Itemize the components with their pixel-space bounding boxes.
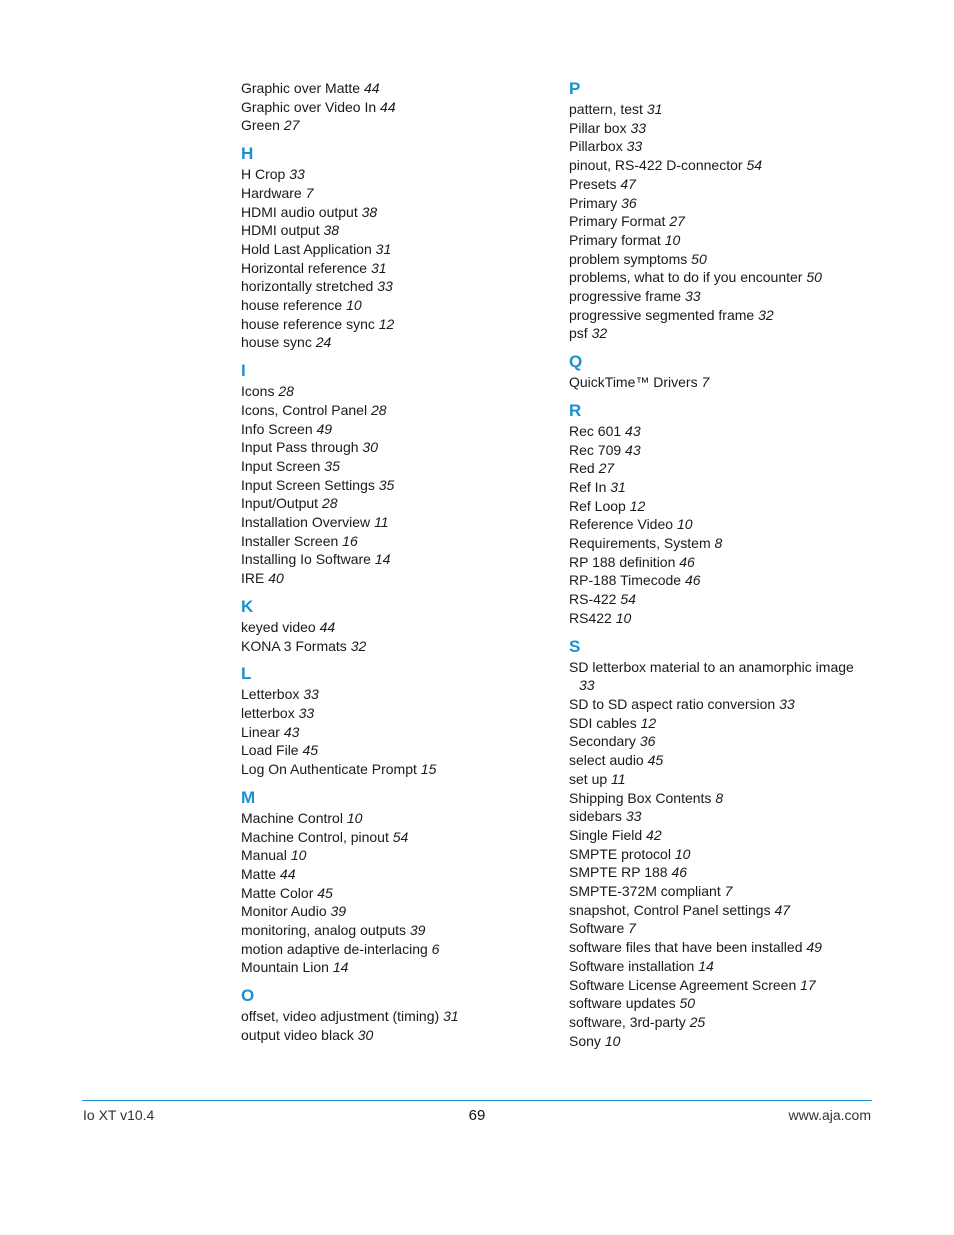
index-entry[interactable] <box>241 494 561 513</box>
index-term: Pillarbox <box>569 138 623 155</box>
footer-website[interactable]: www.aja.com <box>788 1107 871 1123</box>
index-letter-heading: K <box>241 596 254 616</box>
index-term: Linear <box>241 723 280 740</box>
index-entry[interactable] <box>569 957 874 976</box>
index-term: Machine Control, pinout <box>241 828 389 845</box>
index-entry[interactable] <box>241 532 561 551</box>
index-term: Installer Screen <box>241 532 339 549</box>
index-entry[interactable] <box>569 1013 874 1032</box>
index-letter-heading: M <box>241 787 256 807</box>
index-entry[interactable] <box>569 175 874 194</box>
page-number: 69 <box>468 1107 486 1124</box>
index-term: Icons, Control Panel <box>241 401 368 418</box>
index-term: Shipping Box Contents <box>569 789 712 806</box>
index-term: Hardware <box>241 184 302 201</box>
index-term: Rec 709 <box>569 441 622 458</box>
index-page-number[interactable]: 43 <box>625 422 641 439</box>
index-page-number[interactable]: 42 <box>646 826 662 843</box>
index-entry[interactable] <box>241 637 561 656</box>
index-page-number[interactable]: 50 <box>679 995 696 1012</box>
footer-product: Io XT v10.4 <box>83 1107 155 1123</box>
index-term: SMPTE-372M compliant <box>569 883 721 900</box>
index-page-number[interactable]: 31 <box>610 478 626 495</box>
index-term: Ref In <box>569 478 607 495</box>
index-page-number[interactable]: 39 <box>409 922 426 939</box>
index-term: Letterbox <box>241 686 300 703</box>
index-page-number[interactable]: 49 <box>806 939 822 956</box>
index-entry[interactable] <box>569 807 874 826</box>
index-entry[interactable] <box>241 79 561 98</box>
index-page-number[interactable]: 31 <box>375 240 392 257</box>
index-entry[interactable] <box>569 845 874 864</box>
index-entry[interactable] <box>241 741 561 760</box>
index-term: Graphic over Video In <box>241 98 377 115</box>
index-entry[interactable] <box>569 534 874 553</box>
index-entry[interactable] <box>241 184 561 203</box>
index-letter-heading: P <box>569 79 581 98</box>
index-page-number[interactable]: 28 <box>278 383 294 400</box>
index-page-number[interactable]: 38 <box>323 222 340 239</box>
index-page-number[interactable]: 6 <box>431 940 440 957</box>
index-entry[interactable] <box>569 919 874 938</box>
index-page-number[interactable]: 33 <box>625 808 642 825</box>
index-entry[interactable] <box>569 882 874 901</box>
index-entry[interactable] <box>241 550 561 569</box>
index-term: SMPTE RP 188 <box>569 864 668 881</box>
index-page-number[interactable]: 44 <box>279 865 296 882</box>
index-term: Info Screen <box>241 420 313 437</box>
index-page-number[interactable]: 32 <box>350 637 367 654</box>
index-page-number[interactable]: 7 <box>305 184 314 201</box>
index-page-number[interactable]: 33 <box>298 704 315 721</box>
index-term: Hold Last Application <box>241 240 372 257</box>
index-page-number[interactable]: 10 <box>604 1032 621 1049</box>
index-entry[interactable] <box>569 100 874 119</box>
index-term: software files that have been installed <box>569 939 803 956</box>
index-page-number[interactable]: 50 <box>806 269 822 286</box>
index-term: set up <box>569 770 608 787</box>
index-term: IRE <box>241 570 265 587</box>
index-term: house reference <box>241 297 343 314</box>
index-page-number[interactable]: 28 <box>370 401 387 418</box>
index-term: Machine Control <box>241 809 343 826</box>
index-term: KONA 3 Formats <box>241 637 347 654</box>
index-page-number[interactable]: 10 <box>346 297 362 314</box>
index-entry[interactable] <box>569 287 874 306</box>
index-page-number[interactable]: 33 <box>684 288 701 305</box>
index-entry[interactable] <box>569 789 874 808</box>
index-term: Manual <box>241 847 287 864</box>
index-entry[interactable] <box>241 240 561 259</box>
index-term: Icons <box>241 383 275 400</box>
index-page-number[interactable]: 35 <box>378 476 395 493</box>
index-term: RP-188 Timecode <box>569 572 682 589</box>
index-page-number[interactable]: 25 <box>689 1013 706 1030</box>
index-term: snapshot, Control Panel settings <box>569 901 771 918</box>
index-entry[interactable] <box>569 938 874 957</box>
index-term: Software <box>569 920 625 937</box>
index-page-number[interactable]: 47 <box>774 901 791 918</box>
index-page-number[interactable]: 7 <box>724 883 733 900</box>
index-entry[interactable] <box>241 569 561 588</box>
index-entry[interactable] <box>569 441 874 460</box>
index-page-number[interactable]: 46 <box>679 553 695 570</box>
index-entry[interactable] <box>569 194 874 213</box>
index-page-number[interactable]: 12 <box>629 497 646 514</box>
index-term: problem symptoms <box>569 250 688 267</box>
index-term: Pillar box <box>569 119 627 136</box>
index-page-number[interactable]: 14 <box>374 551 391 568</box>
index-entry[interactable] <box>569 422 874 441</box>
index-entry[interactable] <box>241 685 561 704</box>
index-term: psf <box>569 325 588 342</box>
index-page-number[interactable]: 30 <box>357 1026 374 1043</box>
index-entry[interactable] <box>569 901 874 920</box>
index-page-number[interactable]: 31 <box>443 1008 459 1025</box>
index-page-number[interactable]: 40 <box>268 570 284 587</box>
index-term: Rec 601 <box>569 422 622 439</box>
index-entry[interactable] <box>569 156 874 175</box>
index-page-number[interactable]: 36 <box>621 194 637 211</box>
index-entry[interactable] <box>569 306 874 325</box>
index-entry[interactable] <box>241 420 561 439</box>
index-page-number[interactable]: 11 <box>611 770 626 787</box>
index-letter-heading: I <box>241 361 246 381</box>
index-term: monitoring, analog outputs <box>241 922 406 939</box>
index-term: Secondary <box>569 733 636 750</box>
index-term: select audio <box>569 752 644 769</box>
index-term: Green <box>241 117 280 134</box>
index-page-number[interactable]: 17 <box>800 976 816 993</box>
index-page-number[interactable]: 38 <box>361 203 378 220</box>
index-term: Software License Agreement Screen <box>569 976 797 993</box>
index-term: Input Screen Settings <box>241 476 375 493</box>
index-entry[interactable] <box>241 618 561 637</box>
index-entry[interactable] <box>241 315 561 334</box>
index-page-number[interactable]: 24 <box>315 334 332 351</box>
index-term: Reference Video <box>569 516 674 533</box>
index-page-number[interactable]: 45 <box>302 742 319 759</box>
index-entry[interactable] <box>241 221 561 240</box>
index-entry[interactable] <box>241 401 561 420</box>
index-term: sidebars <box>569 808 622 825</box>
index-page-number[interactable]: 8 <box>715 789 724 806</box>
index-term: house sync <box>241 334 312 351</box>
index-term: offset, video adjustment (timing) <box>241 1008 440 1025</box>
index-term: Graphic over Matte <box>241 80 361 96</box>
index-term: SD letterbox material to an anamorphic image <box>569 658 854 675</box>
index-term: Installation Overview <box>241 514 371 531</box>
index-term: HDMI output <box>241 222 320 239</box>
index-term: Input Screen <box>241 457 321 474</box>
index-entry[interactable] <box>241 438 561 457</box>
index-entry[interactable] <box>241 333 561 352</box>
index-entry[interactable] <box>241 1007 561 1026</box>
index-page-number[interactable]: 10 <box>346 809 363 826</box>
index-entry[interactable] <box>569 976 874 995</box>
index-term: SDI cables <box>569 714 637 731</box>
index-letter-heading: L <box>241 664 252 684</box>
index-term: Software installation <box>569 957 695 974</box>
index-page-number[interactable]: 30 <box>362 439 378 456</box>
index-entry[interactable] <box>241 476 561 495</box>
index-entry[interactable] <box>241 116 561 135</box>
index-page-number[interactable]: 27 <box>598 460 615 477</box>
index-page-number[interactable]: 27 <box>283 117 300 134</box>
index-entry[interactable] <box>241 704 561 723</box>
index-term: QuickTime™ Drivers <box>569 374 698 391</box>
index-term: Matte <box>241 865 277 882</box>
index-page-number[interactable]: 46 <box>684 572 701 589</box>
index-term: Load File <box>241 742 299 759</box>
index-letter-heading: O <box>241 986 255 1006</box>
index-page-number[interactable]: 44 <box>380 98 396 115</box>
index-page-number[interactable]: 35 <box>324 457 340 474</box>
index-term: Monitor Audio <box>241 903 327 920</box>
index-entry[interactable] <box>241 884 561 903</box>
index-page-number[interactable]: 28 <box>321 495 338 512</box>
index-entry[interactable] <box>241 921 561 940</box>
index-term: SMPTE protocol <box>569 845 671 862</box>
index-page-number[interactable]: 7 <box>628 920 636 937</box>
index-term: keyed video <box>241 618 316 635</box>
index-entry[interactable] <box>241 1026 561 1045</box>
index-entry[interactable] <box>569 553 874 572</box>
index-entry[interactable] <box>241 865 561 884</box>
index-term: software, 3rd-party <box>569 1013 686 1030</box>
index-term: Input Pass through <box>241 439 359 456</box>
index-page-number[interactable]: 49 <box>316 420 333 437</box>
index-entry[interactable] <box>569 732 874 751</box>
index-entry[interactable] <box>569 515 874 534</box>
index-page-number[interactable]: 33 <box>779 695 795 712</box>
index-entry[interactable] <box>241 98 561 117</box>
index-term: pattern, test <box>569 101 643 117</box>
index-page-number[interactable]: 10 <box>615 609 632 626</box>
index-page-number[interactable]: 54 <box>746 157 763 174</box>
index-page-number[interactable]: 31 <box>370 259 387 276</box>
index-term: Primary format <box>569 231 661 248</box>
index-entry[interactable] <box>569 478 874 497</box>
index-term: Mountain Lion <box>241 959 329 976</box>
index-page-number[interactable]: 50 <box>691 250 707 267</box>
index-page-number[interactable]: 39 <box>330 903 347 920</box>
index-term: house reference sync <box>241 315 375 332</box>
index-column-left <box>241 79 561 1045</box>
index-term: problems, what to do if you encounter <box>569 269 803 286</box>
index-entry[interactable] <box>569 497 874 516</box>
index-entry[interactable] <box>569 658 874 695</box>
index-entry[interactable] <box>569 459 874 478</box>
index-term: output video black <box>241 1026 354 1043</box>
index-term: Ref Loop <box>569 497 626 514</box>
index-term: RP 188 definition <box>569 553 676 570</box>
index-page-number[interactable]: 16 <box>342 532 358 549</box>
index-term: Input/Output <box>241 495 319 512</box>
index-letter-heading: S <box>569 636 581 656</box>
index-entry[interactable] <box>569 714 874 733</box>
index-page-number[interactable]: 46 <box>671 864 688 881</box>
index-page-number[interactable]: 54 <box>392 828 409 845</box>
index-entry[interactable] <box>569 250 874 269</box>
index-term: Sony <box>569 1032 601 1049</box>
index-page-number[interactable]: 14 <box>332 959 349 976</box>
index-entry[interactable] <box>241 165 561 184</box>
index-page-number[interactable]: 54 <box>620 591 636 608</box>
index-page-number[interactable]: 33 <box>377 278 393 295</box>
index-page-number[interactable]: 27 <box>669 213 685 230</box>
index-letter-heading: H <box>241 144 254 164</box>
index-letter-heading: Q <box>569 352 583 372</box>
index-entry[interactable] <box>241 958 561 977</box>
index-entry[interactable] <box>241 846 561 865</box>
index-term: horizontally stretched <box>241 278 374 295</box>
index-entry[interactable] <box>569 571 874 590</box>
index-page-number[interactable]: 33 <box>626 138 643 155</box>
index-term: letterbox <box>241 704 295 721</box>
index-column-right <box>569 79 874 1050</box>
index-page-number[interactable]: 12 <box>640 714 657 731</box>
index-entry[interactable] <box>241 723 561 742</box>
index-entry[interactable] <box>569 373 874 392</box>
index-entry[interactable] <box>569 863 874 882</box>
index-term: HDMI audio output <box>241 203 358 220</box>
index-entry[interactable] <box>569 268 874 287</box>
index-entry[interactable] <box>569 590 874 609</box>
index-term: pinout, RS-422 D-connector <box>569 157 743 174</box>
index-entry[interactable] <box>569 695 874 714</box>
index-entry[interactable] <box>241 457 561 476</box>
index-letter-heading: R <box>569 400 582 420</box>
index-term: Primary <box>569 194 618 211</box>
index-term: Presets <box>569 175 617 192</box>
index-entry[interactable] <box>569 751 874 770</box>
footer-divider <box>82 1100 872 1101</box>
index-page-number[interactable]: 45 <box>647 752 664 769</box>
index-entry[interactable] <box>241 296 561 315</box>
index-entry[interactable] <box>569 119 874 138</box>
index-term: progressive frame <box>569 288 682 305</box>
index-term: Single Field <box>569 826 643 843</box>
index-entry[interactable] <box>241 940 561 959</box>
index-page-number[interactable]: 7 <box>701 374 710 391</box>
index-page-number[interactable]: 33 <box>289 166 305 183</box>
index-term: Matte Color <box>241 884 314 901</box>
index-term: RS-422 <box>569 591 617 608</box>
index-page-number[interactable]: 8 <box>714 535 723 552</box>
index-page-number[interactable]: 47 <box>620 175 636 192</box>
index-page-number[interactable]: 10 <box>664 231 681 248</box>
index-page-number[interactable]: 43 <box>625 441 641 458</box>
index-entry[interactable] <box>241 277 561 296</box>
index-page-number[interactable]: 36 <box>639 733 656 750</box>
index-term: Installing Io Software <box>241 551 371 568</box>
index-term: RS422 <box>569 609 612 626</box>
index-term: H Crop <box>241 166 286 183</box>
index-entry[interactable] <box>241 382 561 401</box>
index-entry[interactable] <box>241 902 561 921</box>
index-page-number[interactable]: 12 <box>378 315 395 332</box>
index-term: Requirements, System <box>569 535 711 552</box>
index-page-number[interactable]: 10 <box>290 847 307 864</box>
index-entry[interactable] <box>569 1032 874 1051</box>
index-entry[interactable] <box>241 828 561 847</box>
index-page-number[interactable]: 10 <box>676 516 693 533</box>
index-page-number[interactable]: 31 <box>646 101 663 117</box>
index-page-number[interactable]: 10 <box>674 845 691 862</box>
index-page-number[interactable]: 32 <box>758 306 774 323</box>
index-term: motion adaptive de-interlacing <box>241 940 428 957</box>
index-entry[interactable] <box>569 324 874 343</box>
index-entry[interactable] <box>569 770 874 789</box>
index-entry[interactable] <box>569 826 874 845</box>
index-term: SD to SD aspect ratio conversion <box>569 695 776 712</box>
index-term: Primary Format <box>569 213 666 230</box>
index-page-number[interactable]: 32 <box>591 325 608 342</box>
index-entry[interactable] <box>241 203 561 222</box>
index-term: software updates <box>569 995 676 1012</box>
index-entry[interactable] <box>569 994 874 1013</box>
index-entry[interactable] <box>569 212 874 231</box>
index-page-number[interactable]: 44 <box>363 80 380 96</box>
index-entry[interactable] <box>569 231 874 250</box>
index-page-number[interactable]: 43 <box>283 723 300 740</box>
index-page-number[interactable]: 11 <box>374 514 389 531</box>
index-entry[interactable] <box>569 609 874 628</box>
index-page-number[interactable]: 33 <box>303 686 319 703</box>
index-page-number[interactable]: 33 <box>579 677 595 694</box>
index-page-number[interactable]: 14 <box>698 957 714 974</box>
index-page-number[interactable]: 15 <box>420 761 437 778</box>
index-page-number[interactable]: 44 <box>319 618 336 635</box>
index-entry[interactable] <box>569 137 874 156</box>
index-term: progressive segmented frame <box>569 306 755 323</box>
index-term: Red <box>569 460 595 477</box>
index-page-number[interactable]: 33 <box>630 119 647 136</box>
index-page-number[interactable]: 45 <box>317 884 333 901</box>
index-term: Log On Authenticate Prompt <box>241 761 417 778</box>
index-entry[interactable] <box>241 259 561 278</box>
index-entry[interactable] <box>241 760 561 779</box>
index-term: Horizontal reference <box>241 259 368 276</box>
index-entry[interactable] <box>241 809 561 828</box>
index-entry[interactable] <box>241 513 561 532</box>
